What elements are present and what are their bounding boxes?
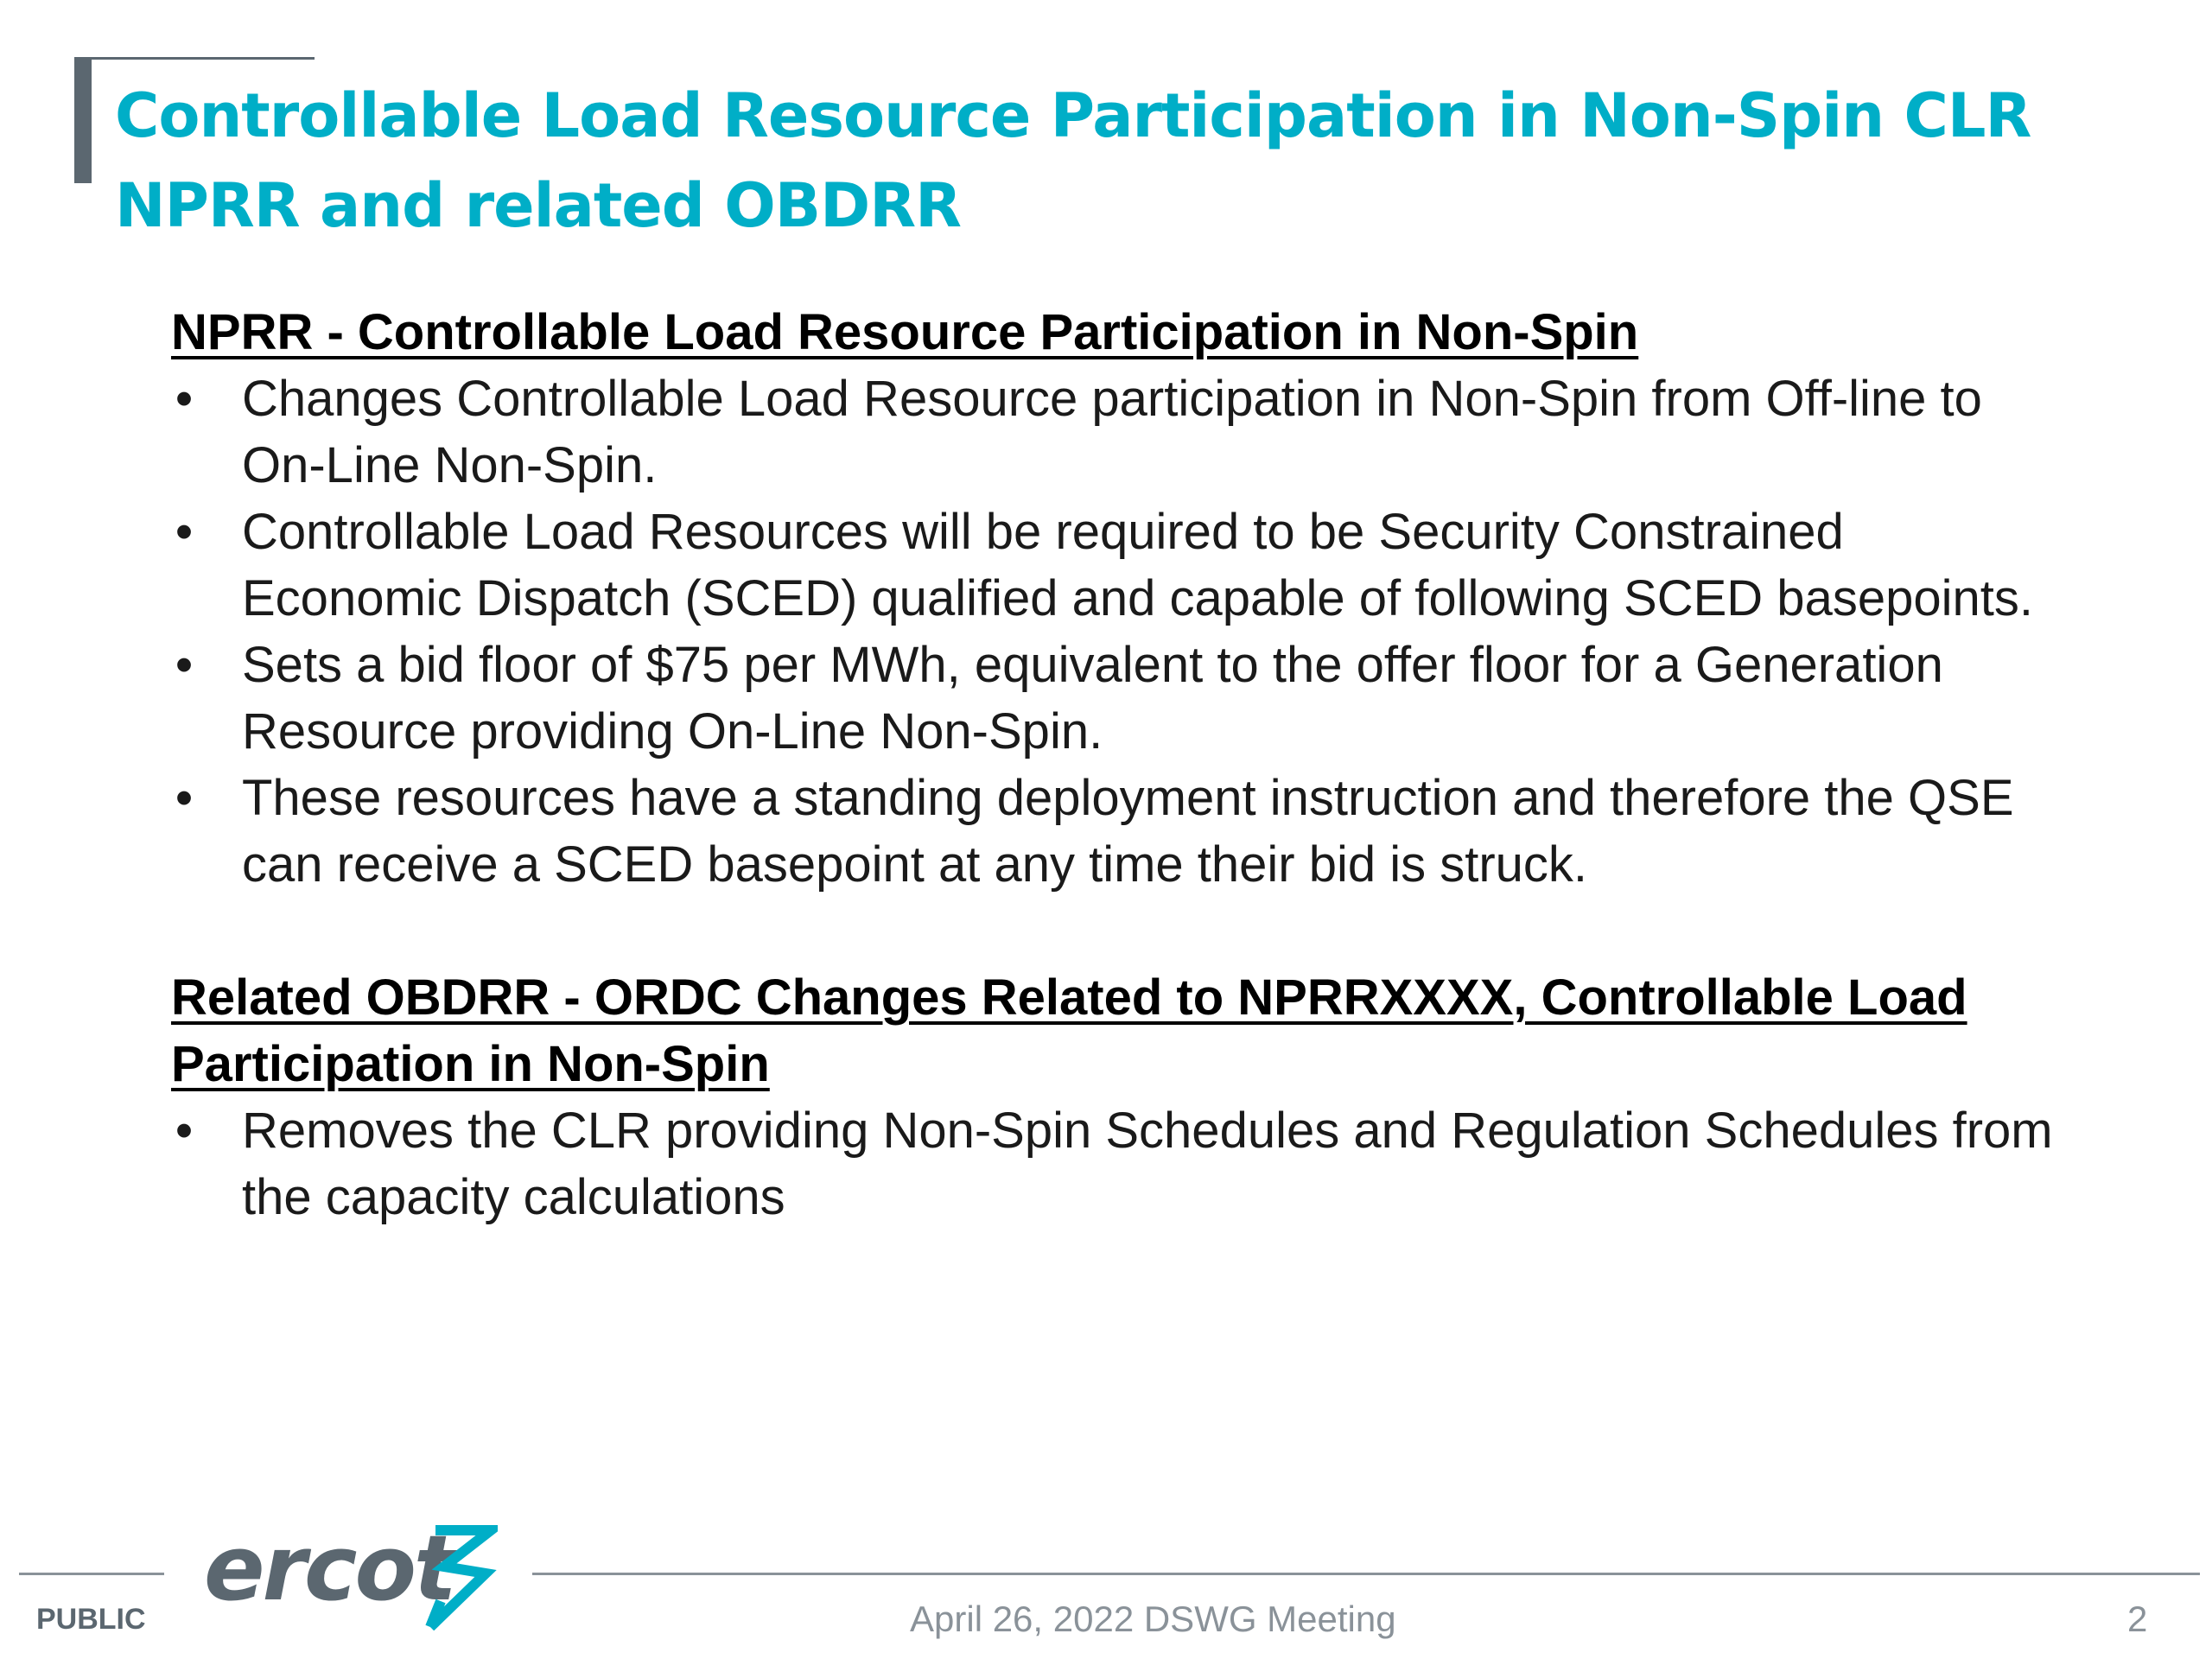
bullet-list xyxy=(171,365,2072,898)
section-obdrr xyxy=(171,964,2072,1230)
slide-title: Controllable Load Resource Participation in Non-Spin CLR NPRR and related OBDRR xyxy=(115,80,2031,241)
section-heading: Related OBDRR - ORDC Changes Related to NPRRXXXX, Controllable Load Participation in Non-Spin xyxy=(171,969,1967,1092)
page-number: 2 xyxy=(2127,1599,2148,1639)
bullet-glyph: • xyxy=(175,637,194,693)
list-item xyxy=(171,365,2072,499)
section-heading: NPRR - Controllable Load Resource Participation in Non-Spin xyxy=(171,304,1639,360)
meeting-label: April 26, 2022 DSWG Meeting xyxy=(910,1599,1396,1639)
bullet-list xyxy=(171,1097,2072,1230)
bullet-glyph: • xyxy=(175,504,194,560)
list-item xyxy=(171,499,2072,632)
logo-wordmark: ercot xyxy=(204,1516,454,1621)
section-nprr xyxy=(171,299,2072,898)
bullet-glyph: • xyxy=(175,371,194,427)
footer-divider-right xyxy=(532,1573,2200,1575)
title-accent-bar xyxy=(74,57,92,183)
slide-body xyxy=(171,299,2072,1230)
bullet-text: These resources have a standing deployment instruction and therefore the QSE can receive a SCED basepoint at any time their bid is struck. xyxy=(242,770,2014,893)
classification-label: PUBLIC xyxy=(36,1603,146,1636)
list-item xyxy=(171,1097,2072,1230)
title-accent-rule xyxy=(74,57,315,60)
bullet-text: Removes the CLR providing Non-Spin Schedules and Regulation Schedules from the capacity calculations xyxy=(242,1103,2053,1225)
bullet-text: Controllable Load Resources will be required to be Security Constrained Economic Dispatch (SCED) qualified and capable of following SCED basepoints. xyxy=(242,504,2033,626)
bullet-glyph: • xyxy=(175,1103,194,1159)
bullet-glyph: • xyxy=(175,770,194,826)
ercot-logo xyxy=(204,1516,498,1637)
bullet-text: Changes Controllable Load Resource participation in Non-Spin from Off-line to On-Line Non-Spin. xyxy=(242,371,1982,493)
list-item xyxy=(171,765,2072,898)
bullet-text: Sets a bid floor of $75 per MWh, equivalent to the offer floor for a Generation Resource providing On-Line Non-Spin. xyxy=(242,637,1943,760)
ercot-bolt-icon xyxy=(411,1525,498,1633)
list-item xyxy=(171,632,2072,765)
footer-divider-left xyxy=(19,1573,164,1575)
